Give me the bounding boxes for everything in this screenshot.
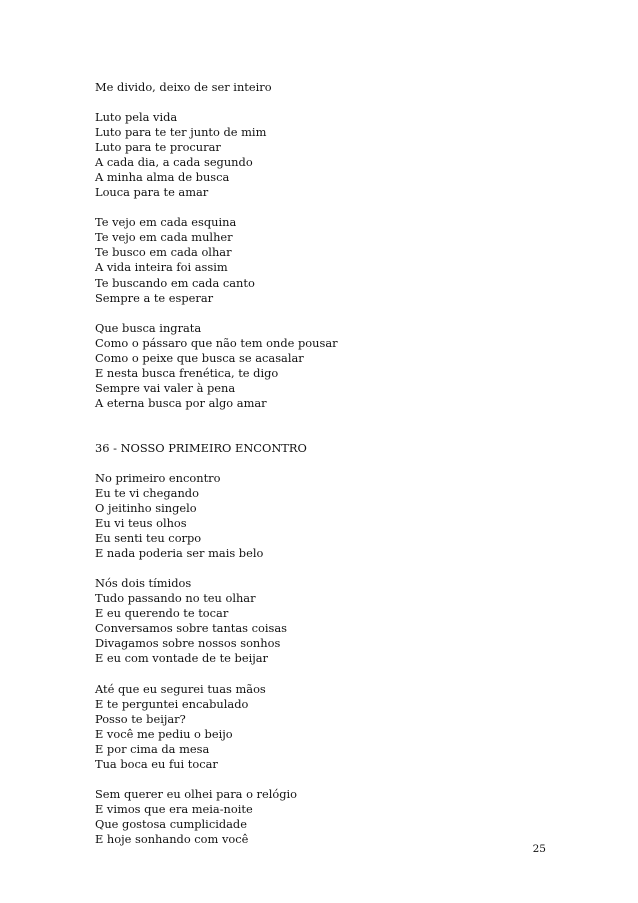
poem-line: Te buscando em cada canto: [95, 275, 255, 290]
poem-line: A minha alma de busca: [95, 170, 230, 185]
poem-line: Nós dois tímidos: [95, 576, 192, 591]
stanza: [95, 110, 565, 200]
poem-line: E nesta busca frenética, te digo: [95, 365, 279, 380]
poem-line: Que busca ingrata: [95, 320, 202, 335]
poem-line: Te busco em cada olhar: [95, 245, 232, 260]
poem-line: Luto para te procurar: [95, 140, 221, 155]
poem-line: O jeitinho singelo: [95, 501, 197, 516]
poem-line: Posso te beijar?: [95, 711, 186, 726]
poem-line: E eu com vontade de te beijar: [95, 651, 268, 666]
poem-line: Eu vi teus olhos: [95, 516, 187, 531]
poem-line: Louca para te amar: [95, 185, 209, 200]
poem-line: Eu te vi chegando: [95, 485, 199, 500]
poem-line: Sempre a te esperar: [95, 290, 214, 305]
poem-line: Te vejo em cada mulher: [95, 230, 233, 245]
poem-line: Eu senti teu corpo: [95, 531, 202, 546]
poem-line: Me divido, deixo de ser inteiro: [95, 80, 272, 94]
poem-line: Luto pela vida: [95, 110, 178, 125]
poem-line: Até que eu segurei tuas mãos: [95, 681, 266, 696]
poem-line: Te vejo em cada esquina: [95, 215, 237, 230]
stanza: [95, 682, 565, 772]
poem-line: Sempre vai valer à pena: [95, 380, 236, 395]
poem-new: [95, 441, 565, 847]
poem-line: Como o pássaro que não tem onde pousar: [95, 335, 338, 350]
poem-line: E você me pediu o beijo: [95, 726, 233, 741]
poem-line: E hoje sonhando com você: [95, 831, 249, 846]
poem-line: Sem querer eu olhei para o relógio: [95, 786, 298, 801]
poem-line: E vimos que era meia-noite: [95, 801, 253, 816]
poem-line: A cada dia, a cada segundo: [95, 155, 253, 170]
stanza: [95, 787, 565, 847]
stanza: [95, 215, 565, 305]
poem-title: 36 - NOSSO PRIMEIRO ENCONTRO: [95, 440, 307, 455]
section-gap: [95, 426, 565, 441]
poem-line: A eterna busca por algo amar: [95, 395, 267, 410]
poem-line: Divagamos sobre nossos sonhos: [95, 636, 281, 651]
poem-line: E eu querendo te tocar: [95, 606, 229, 621]
poem-line: Como o peixe que busca se acasalar: [95, 350, 304, 365]
page-number: 25: [532, 843, 546, 855]
stanza: [95, 80, 565, 95]
page-content: [95, 80, 565, 862]
stanza: [95, 471, 565, 561]
poem-line: E por cima da mesa: [95, 741, 210, 756]
poem-line: Que gostosa cumplicidade: [95, 816, 247, 831]
poem-line: Luto para te ter junto de mim: [95, 125, 267, 140]
poem-line: E nada poderia ser mais belo: [95, 546, 264, 561]
poem-line: Tua boca eu fui tocar: [95, 756, 218, 771]
poem-continuation: [95, 80, 565, 411]
poem-line: A vida inteira foi assim: [95, 260, 228, 275]
stanza: [95, 576, 565, 666]
stanza: [95, 321, 565, 411]
poem-line: E te perguntei encabulado: [95, 696, 249, 711]
poem-line: Conversamos sobre tantas coisas: [95, 621, 287, 636]
poem-line: No primeiro encontro: [95, 470, 221, 485]
poem-line: Tudo passando no teu olhar: [95, 591, 256, 606]
